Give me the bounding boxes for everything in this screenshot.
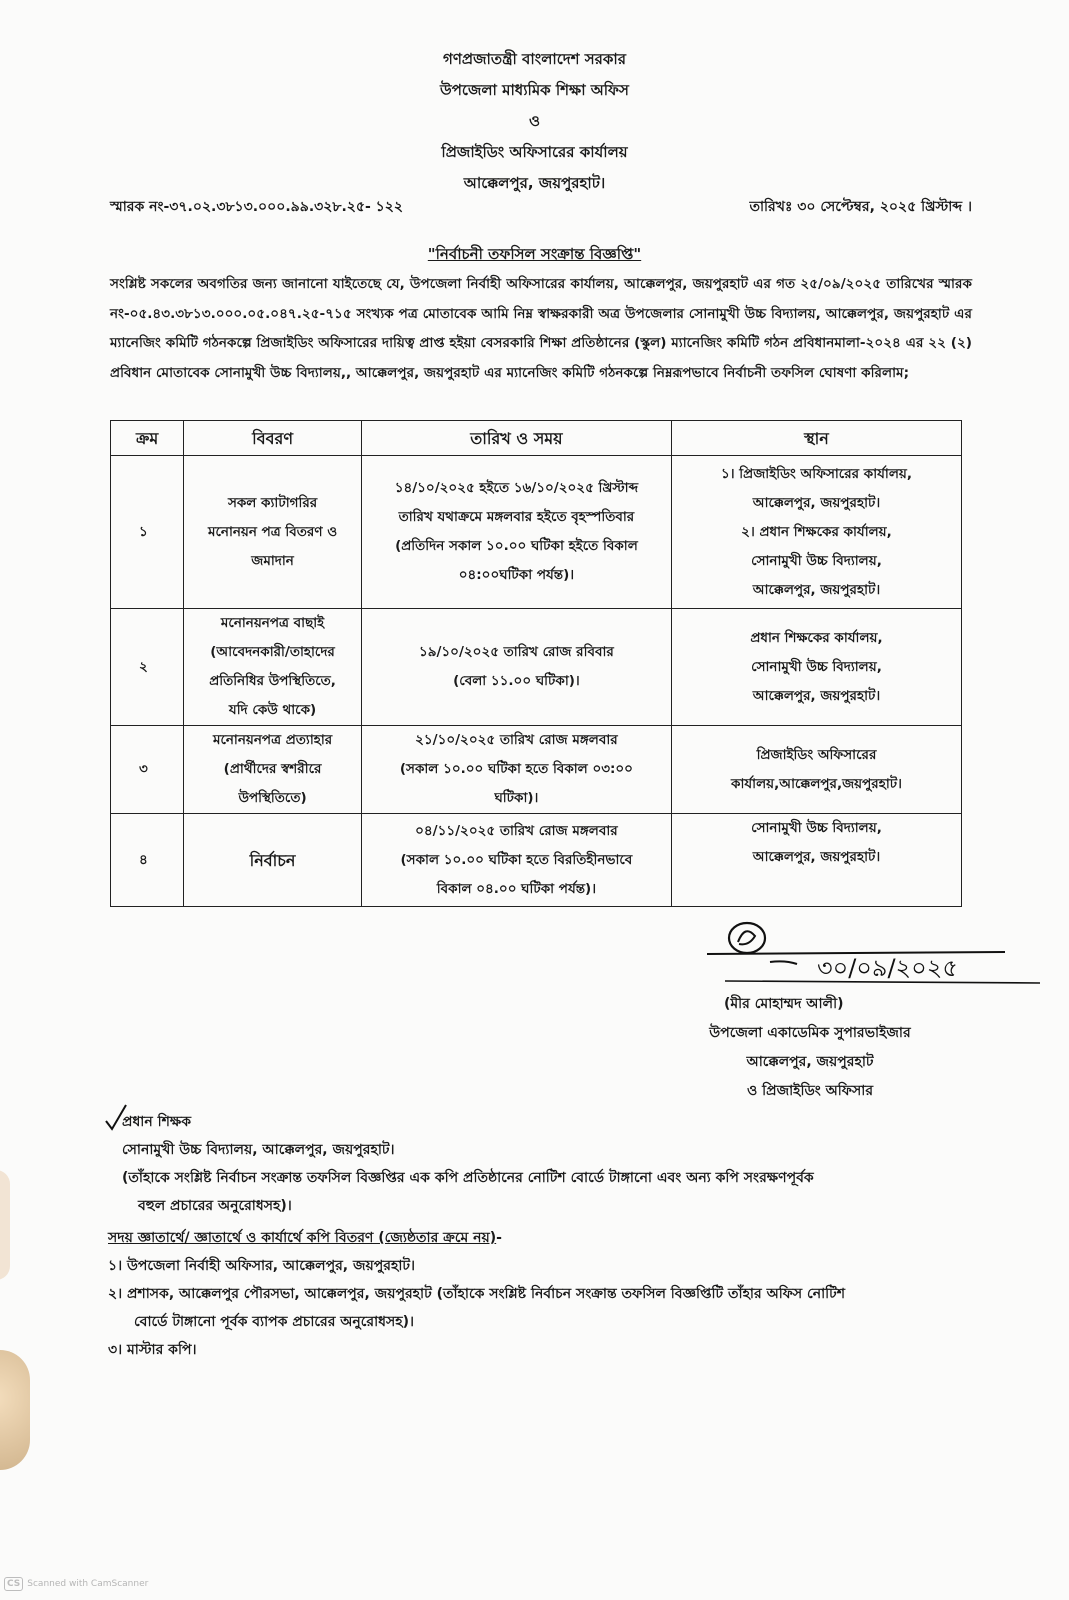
description-line: মনোনয়নপত্র বাছাই xyxy=(220,615,325,631)
description-line: জমাদান xyxy=(251,552,294,569)
election-schedule-table xyxy=(110,420,962,907)
distribution-list xyxy=(108,1224,948,1364)
distribution-heading-suffix: - xyxy=(496,1230,502,1246)
finger-shadow xyxy=(0,1350,30,1470)
place-line: প্রিজাইডিং অফিসারের xyxy=(756,746,877,763)
table-row xyxy=(111,814,962,907)
datetime-line: বিকাল ০৪.০০ ঘটিকা পর্যন্ত)। xyxy=(436,880,597,897)
place-line: আক্কেলপুর, জয়পুরহাট। xyxy=(752,687,881,704)
camscanner-icon: CS xyxy=(4,1577,23,1591)
finger-shadow xyxy=(0,1170,10,1280)
datetime-cell xyxy=(361,814,671,907)
description-line: মনোনয়নপত্র প্রত্যাহার xyxy=(212,732,333,748)
recipient-address: সোনামুখী উচ্চ বিদ্যালয়, আক্কেলপুর, জয়পুরহাট। xyxy=(122,1142,395,1158)
signatory-designation: উপজেলা একাডেমিক সুপারভাইজার xyxy=(709,1025,911,1041)
place-line: কার্যালয়,আক্কেলপুর,জয়পুরহাট। xyxy=(731,775,902,792)
datetime-line: ০৪:০০ঘটিকা পর্যন্ত)। xyxy=(458,567,575,583)
recipient-note: (তাঁহাকে সংশ্লিষ্ট নির্বাচন সংক্রান্ত তফসিল বিজ্ঞপ্তির এক কপি প্রতিষ্ঠানের নোটিশ বোর্ডে টাঙ্গানো এবং অন্য কপি সংরক্ষণপূর্বক xyxy=(122,1170,814,1186)
place-line: সোনামুখী উচ্চ বিদ্যালয়, xyxy=(751,820,882,836)
place-line: আক্কেলপুর, জয়পুরহাট। xyxy=(752,494,881,511)
datetime-line: ২১/১০/২০২৫ তারিখ রোজ মঙ্গলবার xyxy=(415,732,618,748)
list-item: ১। উপজেলা নির্বাহী অফিসার, আক্কেলপুর, জয়পুরহাট। xyxy=(108,1258,416,1274)
issue-date: তারিখঃ ৩০ সেপ্টেম্বর, ২০২৫ খ্রিস্টাব্দ । xyxy=(749,199,972,215)
datetime-cell xyxy=(361,456,671,609)
recipient-title: প্রধান শিক্ষক xyxy=(122,1114,192,1130)
datetime-line: ০৪/১১/২০২৫ তারিখ রোজ মঙ্গলবার xyxy=(415,822,618,839)
place-cell xyxy=(671,814,961,907)
datetime-cell xyxy=(361,609,671,726)
signatory-name: (মীর মোহাম্মদ আলী) xyxy=(724,996,844,1012)
datetime-line: (প্রতিদিন সকাল ১০.০০ ঘটিকা হইতে বিকাল xyxy=(395,538,638,554)
place-line: ২। প্রধান শিক্ষকের কার্যালয়, xyxy=(741,523,892,540)
description-line: (প্রার্থীদের স্বশরীরে xyxy=(223,761,322,777)
description-line: (আবেদনকারী/তাহাদের xyxy=(210,644,335,660)
office-name: উপজেলা মাধ্যমিক শিক্ষা অফিস xyxy=(440,81,629,99)
handwritten-date: ৩০/০৯/২০২৫ xyxy=(817,954,958,982)
recipient-block xyxy=(110,1108,940,1220)
list-item: ২। প্রশাসক, আক্কেলপুর পৌরসভা, আক্কেলপুর, জয়পুরহাট (তাঁহাকে সংশ্লিষ্ট নির্বাচন সংক্রান্ত তফসিল বিজ্ঞপ্তিটি তাঁহার অফিস নোটিশ xyxy=(108,1286,846,1302)
signature-scribble xyxy=(705,918,1045,984)
memo-number: স্মারক নং-৩৭.০২.৩৮১৩.০০০.৯৯.৩২৮.২৫- ১২২ xyxy=(110,199,403,215)
serial-cell: ২ xyxy=(111,609,184,726)
datetime-line: ১৪/১০/২০২৫ হইতে ১৬/১০/২০২৫ খ্রিস্টাব্দ xyxy=(394,480,639,496)
signatory-block xyxy=(680,990,940,1106)
serial-cell: ৩ xyxy=(111,726,184,814)
distribution-heading: সদয় জ্ঞাতার্থে/ জ্ঞাতার্থে ও কার্যার্থে কপি বিতরণ (জ্যেষ্ঠতার ক্রমে নয়) xyxy=(108,1230,497,1246)
description-line: সকল ক্যাটাগরির xyxy=(227,494,318,511)
description-line: উপস্থিতিতে) xyxy=(238,790,307,806)
description-line: প্রতিনিধির উপস্থিতিতে, xyxy=(209,673,336,689)
distribution-heading-row xyxy=(108,1224,948,1252)
presiding-office: প্রিজাইডিং অফিসারের কার্যালয় xyxy=(441,143,628,161)
list-item-cont: বোর্ডে টাঙ্গানো পূর্বক ব্যাপক প্রচারের অনুরোধসহ)। xyxy=(134,1314,415,1330)
conjunction: ও xyxy=(528,112,541,130)
description-line: নির্বাচন xyxy=(249,850,296,870)
datetime-line: তারিখ যথাক্রমে মঙ্গলবার হইতে বৃহস্পতিবার xyxy=(398,509,635,525)
govt-name: গণপ্রজাতন্ত্রী বাংলাদেশ সরকার xyxy=(443,50,626,68)
place-line: সোনামুখী উচ্চ বিদ্যালয়, xyxy=(751,658,882,675)
signatory-role: ও প্রিজাইডিং অফিসার xyxy=(746,1083,874,1099)
description-line: মনোনয়ন পত্র বিতরণ ও xyxy=(207,523,338,540)
letterhead xyxy=(0,44,1069,199)
datetime-line: ১৯/১০/২০২৫ তারিখ রোজ রবিবার xyxy=(418,644,614,660)
recipient-note-cont: বহুল প্রচারের অনুরোধসহ)। xyxy=(138,1198,292,1214)
col-header-serial: ক্রম xyxy=(111,421,184,456)
table-row xyxy=(111,726,962,814)
notice-title: "নির্বাচনী তফসিল সংক্রান্ত বিজ্ঞপ্তি" xyxy=(427,245,642,263)
scanner-watermark xyxy=(4,1577,148,1591)
table-header-row xyxy=(111,421,962,456)
datetime-cell xyxy=(361,726,671,814)
place-cell xyxy=(671,726,961,814)
place-line: আক্কেলপুর, জয়পুরহাট। xyxy=(752,849,881,865)
signatory-location: আক্কেলপুর, জয়পুরহাট xyxy=(746,1054,874,1070)
list-item: ৩। মাস্টার কপি। xyxy=(108,1342,197,1358)
description-cell xyxy=(184,456,362,609)
office-location: আক্কেলপুর, জয়পুরহাট। xyxy=(463,174,606,192)
watermark-text: Scanned with CamScanner xyxy=(27,1579,149,1589)
reference-line xyxy=(110,195,972,219)
datetime-line: ঘটিকা)। xyxy=(494,790,539,806)
datetime-line: (সকাল ১০.০০ ঘটিকা হতে বিকাল ০৩:০০ xyxy=(399,761,633,777)
place-cell xyxy=(671,609,961,726)
place-cell xyxy=(671,456,961,609)
datetime-line: (সকাল ১০.০০ ঘটিকা হতে বিরতিহীনভাবে xyxy=(400,851,633,868)
col-header-description: বিবরণ xyxy=(184,421,362,456)
col-header-datetime: তারিখ ও সময় xyxy=(361,421,671,456)
serial-cell: ১ xyxy=(111,456,184,609)
place-line: প্রধান শিক্ষকের কার্যালয়, xyxy=(750,629,883,646)
table-row xyxy=(111,456,962,609)
description-cell xyxy=(184,726,362,814)
description-line: যদি কেউ থাকে) xyxy=(228,702,317,718)
place-line: ১। প্রিজাইডিং অফিসারের কার্যালয়, xyxy=(720,465,912,482)
serial-cell: ৪ xyxy=(111,814,184,907)
datetime-line: (বেলা ১১.০০ ঘটিকা)। xyxy=(453,673,580,689)
place-line: সোনামুখী উচ্চ বিদ্যালয়, xyxy=(751,552,882,569)
description-cell xyxy=(184,814,362,907)
table-row xyxy=(111,609,962,726)
notice-body: সংশ্লিষ্ট সকলের অবগতির জন্য জানানো যাইতেছে যে, উপজেলা নির্বাহী অফিসারের কার্যালয়, আক্কেলপুর, জয়পুরহাট এর গত ২৫/০৯/২০২৫ তারিখের স্মারক নং-০৫.৪৩.৩৮১৩.০০০.০৫.০৪৭.২৫-৭১৫ সংখ্যক পত্র মোতাবেক আমি নিম্ন স্বাক্ষরকারী অত্র উপজেলার সোনামুখী উচ্চ বিদ্যালয়, আক্কেলপুর, জয়পুরহাট এর ম্যানেজিং কমিটি গঠনকল্পে প্রিজাইডিং অফিসারের দায়িত্ব প্রাপ্ত হইয়া বেসরকারি শিক্ষা প্রতিষ্ঠানের (স্কুল) ম্যানেজিং কমিটি গঠন প্রবিধানমালা-২০২৪ এর ২২ (২) প্রবিধান মোতাবেক সোনামুখী উচ্চ বিদ্যালয়,, আক্কেলপুর, জয়পুরহাট এর ম্যানেজিং কমিটি গঠনকল্পে নিম্নরূপভাবে নির্বাচনী তফসিল ঘোষণা করিলাম; xyxy=(110,276,972,381)
description-cell xyxy=(184,609,362,726)
col-header-place: স্থান xyxy=(671,421,961,456)
place-line: আক্কেলপুর, জয়পুরহাট। xyxy=(752,581,881,598)
